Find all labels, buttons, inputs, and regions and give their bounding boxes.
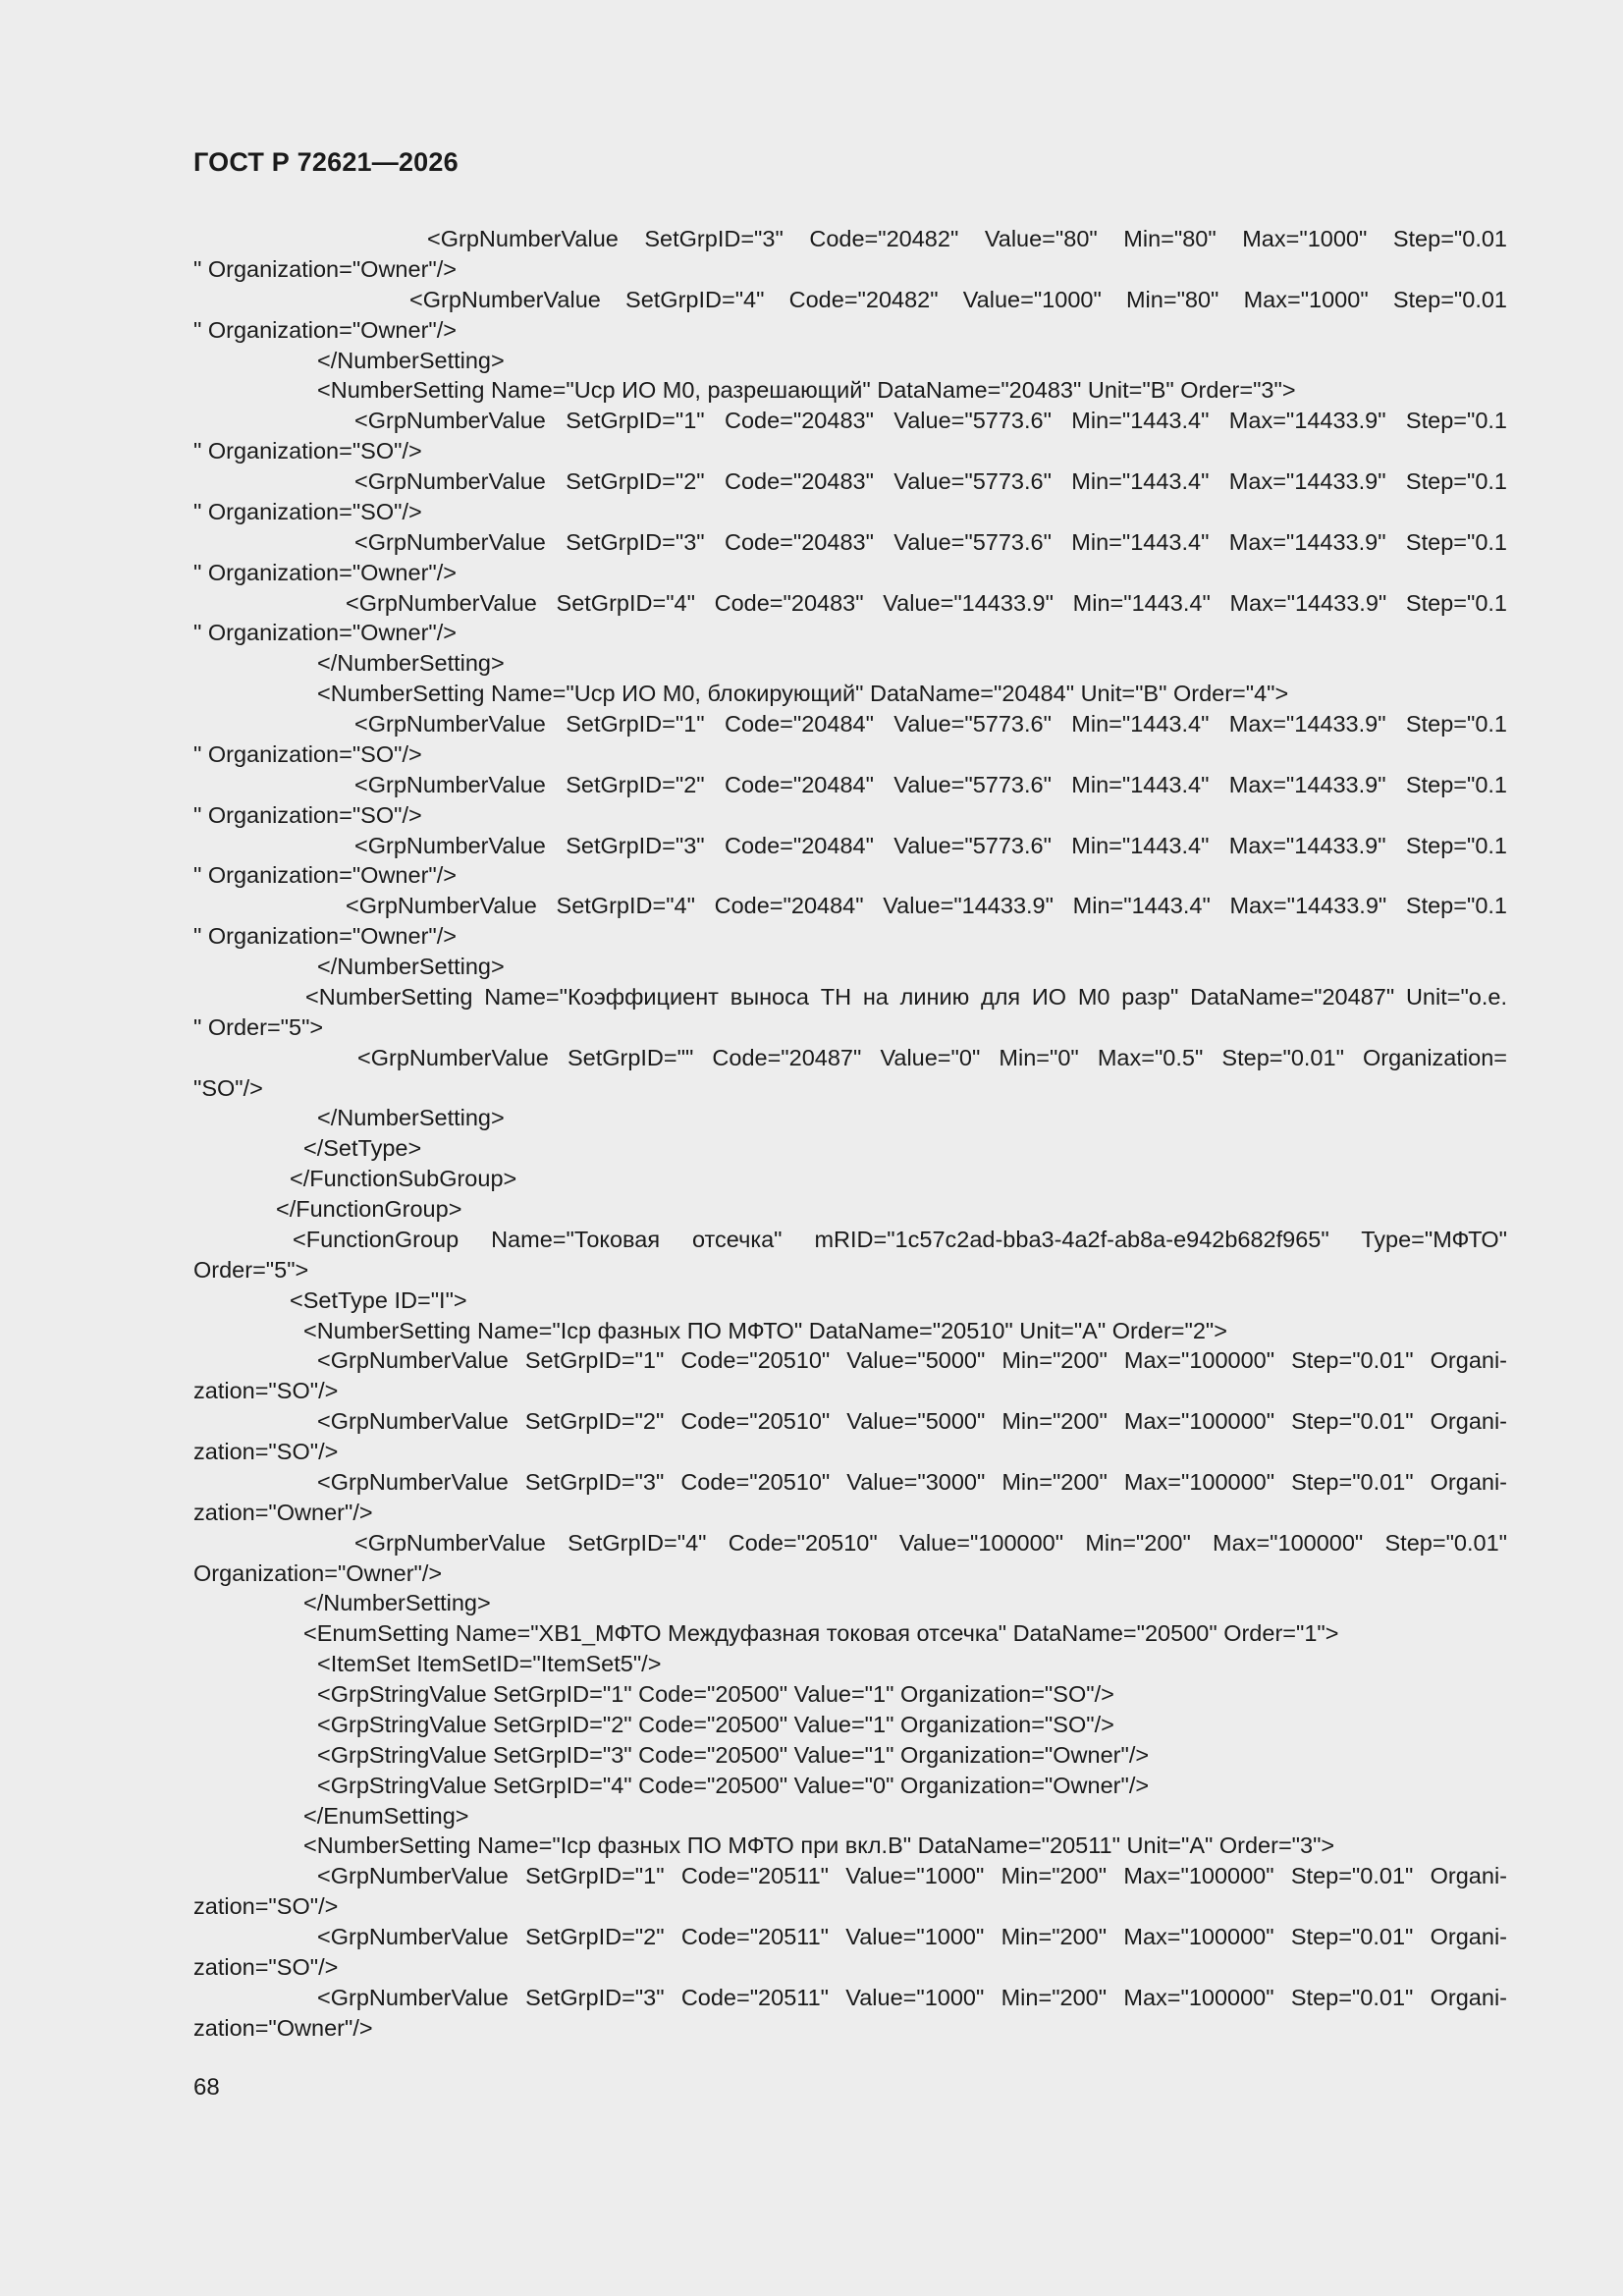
code-line: <GrpNumberValue SetGrpID="3" Code="20482" Value="80" Min="80" Max="1000" Step="0.01 <box>427 226 1507 251</box>
code-line: <GrpNumberValue SetGrpID="4" Code="20483" Value="14433.9" Min="1443.4" Max="14433.9" Step="0.1 <box>346 589 1507 616</box>
code-line: " Organization="SO"/> <box>193 740 422 767</box>
code-line: <NumberSetting Name="Коэффициент выноса ТН на линию для ИО М0 разр" DataName="20487" Unit="о.е. <box>305 983 1507 1010</box>
code-line: <GrpNumberValue SetGrpID="1" Code="20511" Value="1000" Min="200" Max="100000" Step="0.01" Organi- <box>317 1863 1507 1889</box>
code-line: </SetType> <box>303 1135 422 1162</box>
page-number: 68 <box>193 2074 220 2101</box>
code-line: <NumberSetting Name="Iср фазных ПО МФТО" DataName="20510" Unit="А" Order="2"> <box>303 1317 1227 1343</box>
code-line: <GrpNumberValue SetGrpID="3" Code="20511" Value="1000" Min="200" Max="100000" Step="0.01" Organi- <box>317 1984 1507 2010</box>
code-line: zation="Owner"/> <box>193 1499 373 1525</box>
code-line: " Organization="Owner"/> <box>193 620 457 646</box>
code-line: " Order="5"> <box>193 1013 324 1040</box>
code-line: <GrpStringValue SetGrpID="3" Code="20500" Value="1" Organization="Owner"/> <box>317 1741 1150 1768</box>
code-line: </NumberSetting> <box>303 1590 491 1616</box>
code-line: <GrpNumberValue SetGrpID="2" Code="20510" Value="5000" Min="200" Max="100000" Step="0.01" Organi- <box>317 1408 1507 1435</box>
code-line: <GrpNumberValue SetGrpID="2" Code="20483" Value="5773.6" Min="1443.4" Max="14433.9" Step="0.1 <box>354 468 1507 494</box>
document-header: ГОСТ Р 72621—2026 <box>193 147 459 177</box>
code-line: " Organization="SO"/> <box>193 438 422 465</box>
code-line: <GrpNumberValue SetGrpID="3" Code="20484" Value="5773.6" Min="1443.4" Max="14433.9" Step="0.1 <box>354 832 1507 858</box>
xml-listing <box>193 224 1507 2044</box>
code-line: <NumberSetting Name="Ucр ИО М0, блокирующий" DataName="20484" Unit="В" Order="4"> <box>317 681 1289 707</box>
code-line: zation="Owner"/> <box>193 2014 373 2041</box>
code-line: " Organization="Owner"/> <box>193 316 457 343</box>
code-line: " Organization="SO"/> <box>193 498 422 524</box>
code-line: <GrpNumberValue SetGrpID="4" Code="20484" Value="14433.9" Min="1443.4" Max="14433.9" Step="0.1 <box>346 893 1507 919</box>
code-line: <GrpNumberValue SetGrpID="4" Code="20482" Value="1000" Min="80" Max="1000" Step="0.01 <box>409 286 1507 312</box>
code-line: <GrpStringValue SetGrpID="1" Code="20500" Value="1" Organization="SO"/> <box>317 1681 1114 1707</box>
code-line: <GrpNumberValue SetGrpID="2" Code="20511" Value="1000" Min="200" Max="100000" Step="0.01" Organi- <box>317 1924 1507 1949</box>
code-line: zation="SO"/> <box>193 1439 339 1464</box>
code-line: <FunctionGroup Name="Токовая отсечка" mRID="1c57c2ad-bba3-4a2f-ab8a-e942b682f965" Type="МФТО" <box>293 1226 1507 1252</box>
code-line: </EnumSetting> <box>303 1802 469 1829</box>
code-line: <GrpNumberValue SetGrpID="3" Code="20510" Value="3000" Min="200" Max="100000" Step="0.01" Organi- <box>317 1468 1507 1495</box>
code-line: <GrpStringValue SetGrpID="2" Code="20500" Value="1" Organization="SO"/> <box>317 1711 1114 1737</box>
code-line: <GrpNumberValue SetGrpID="" Code="20487" Value="0" Min="0" Max="0.5" Step="0.01" Organization= <box>357 1044 1507 1070</box>
code-line: <NumberSetting Name="Iср фазных ПО МФТО при вкл.В" DataName="20511" Unit="А" Order="3"> <box>303 1832 1335 1859</box>
code-line: <ItemSet ItemSetID="ItemSet5"/> <box>317 1651 662 1677</box>
code-line: "SO"/> <box>193 1074 263 1101</box>
code-line: <EnumSetting Name="ХВ1_МФТО Междуфазная токовая отсечка" DataName="20500" Order="1"> <box>303 1620 1339 1647</box>
code-line: " Organization="Owner"/> <box>193 862 457 889</box>
code-line: " Organization="Owner"/> <box>193 923 457 950</box>
code-line: <GrpNumberValue SetGrpID="1" Code="20483" Value="5773.6" Min="1443.4" Max="14433.9" Step="0.1 <box>354 408 1507 434</box>
code-line: <GrpStringValue SetGrpID="4" Code="20500" Value="0" Organization="Owner"/> <box>317 1772 1150 1798</box>
code-line: " Organization="Owner"/> <box>193 559 457 585</box>
code-line: <GrpNumberValue SetGrpID="2" Code="20484" Value="5773.6" Min="1443.4" Max="14433.9" Step="0.1 <box>354 771 1507 797</box>
code-line: zation="SO"/> <box>193 1893 339 1920</box>
code-line: " Organization="Owner"/> <box>193 255 457 282</box>
code-line: Organization="Owner"/> <box>193 1559 443 1586</box>
code-line: </FunctionSubGroup> <box>290 1166 517 1192</box>
code-line: <GrpNumberValue SetGrpID="1" Code="20510" Value="5000" Min="200" Max="100000" Step="0.01" Organi- <box>317 1347 1507 1374</box>
code-line: zation="SO"/> <box>193 1953 339 1980</box>
code-line: <GrpNumberValue SetGrpID="3" Code="20483" Value="5773.6" Min="1443.4" Max="14433.9" Step="0.1 <box>354 528 1507 555</box>
code-line: <NumberSetting Name="Ucр ИО М0, разрешающий" DataName="20483" Unit="В" Order="3"> <box>317 377 1296 404</box>
code-line: </FunctionGroup> <box>276 1196 462 1222</box>
code-line: </NumberSetting> <box>317 1105 505 1131</box>
code-line: <GrpNumberValue SetGrpID="4" Code="20510" Value="100000" Min="200" Max="100000" Step="0.01" <box>354 1529 1507 1556</box>
code-line: Order="5"> <box>193 1256 309 1283</box>
code-line: </NumberSetting> <box>317 954 505 979</box>
code-line: zation="SO"/> <box>193 1378 339 1404</box>
code-line: </NumberSetting> <box>317 650 505 677</box>
code-line: " Organization="SO"/> <box>193 801 422 828</box>
code-line: <GrpNumberValue SetGrpID="1" Code="20484" Value="5773.6" Min="1443.4" Max="14433.9" Step="0.1 <box>354 711 1507 737</box>
code-line: <SetType ID="I"> <box>290 1286 467 1313</box>
code-line: </NumberSetting> <box>317 347 505 373</box>
